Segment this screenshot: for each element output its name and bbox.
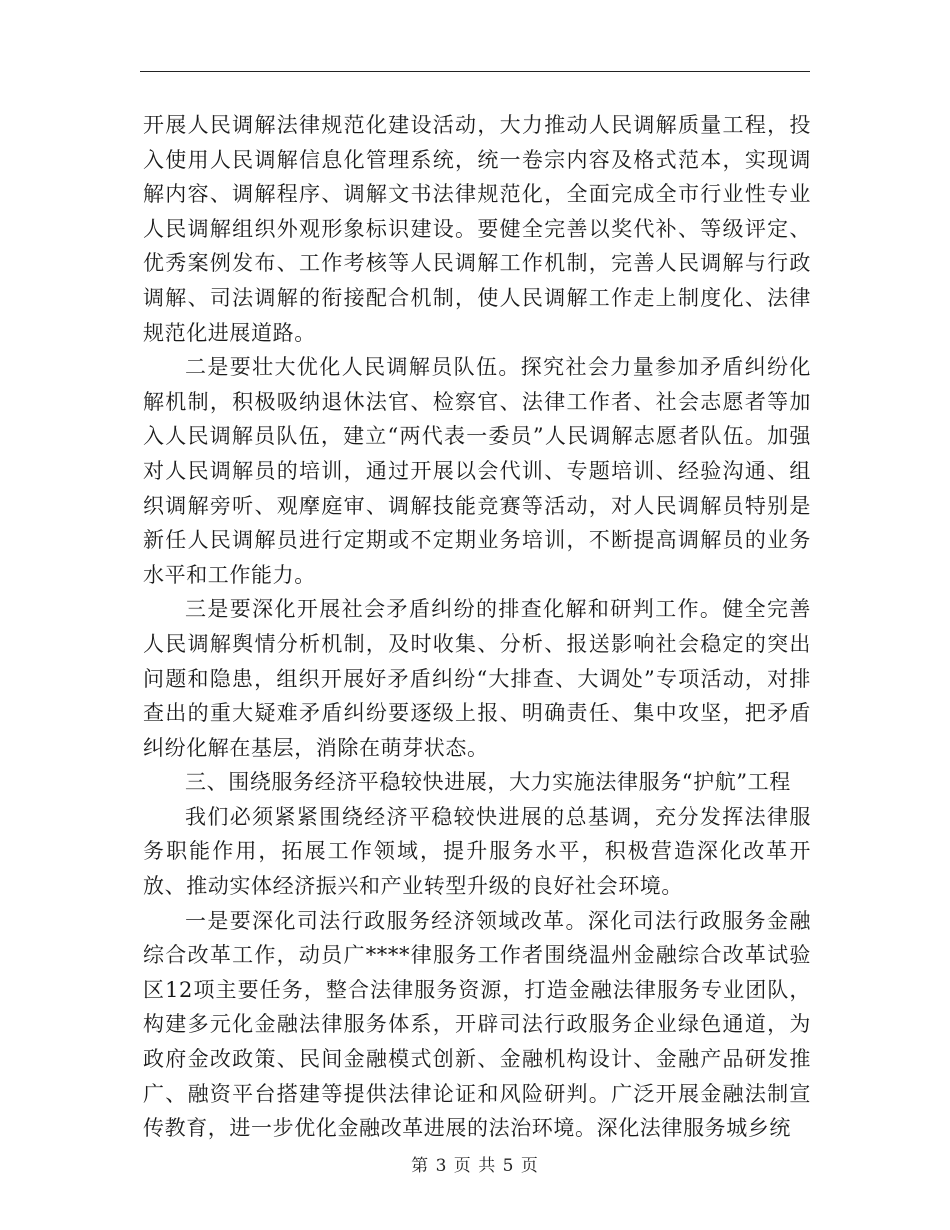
paragraph-reform: 一是要深化司法行政服务经济领域改革。深化司法行政服务金融综合改革工作，动员广****律服务工作者围绕温州金融综合改革试验区12项主要任务，整合法律服务资源，打造金融法律服务专业团队，构建多元化金融法律服务体系，开辟司法行政服务企业绿色通道，为政府金改政策、民间金融模式创新、金融机构设计、金融产品研发推广、融资平台搭建等提供法律论证和风险研判。广泛开展金融法制宣传教育，进一步优化金融改革进展的法治环境。深化法律服务城乡统 xyxy=(143,908,811,1141)
paragraph-economy-intro: 我们必须紧紧围绕经济平稳较快进展的总基调，充分发挥法律服务职能作用，拓展工作领域，提升服务水平，积极营造深化改革开放、推动实体经济振兴和产业转型升级的良好社会环境。 xyxy=(143,804,811,899)
paragraph-mediator-team: 二是要壮大优化人民调解员队伍。探究社会力量参加矛盾纠纷化解机制，积极吸纳退休法官、检察官、法律工作者、社会志愿者等加入人民调解员队伍，建立“两代表一委员”人民调解志愿者队伍。加强对人民调解员的培训，通过开展以会代训、专题培训、经验沟通、组织调解旁听、观摩庭审、调解技能竞赛等活动，对人民调解员特别是新任人民调解员进行定期或不定期业务培训，不断提高调解员的业务水平和工作能力。 xyxy=(143,355,811,587)
header-rule xyxy=(140,71,810,72)
section-heading-economy: 三、围绕服务经济平稳较快进展，大力实施法律服务“护航”工程 xyxy=(185,770,791,795)
body-text xyxy=(143,108,811,1146)
paragraph-dispute-screening: 三是要深化开展社会矛盾纠纷的排查化解和研判工作。健全完善人民调解舆情分析机制，及时收集、分析、报送影响社会稳定的突出问题和隐患，组织开展好矛盾纠纷“大排查、大调处”专项活动，对排查出的重大疑难矛盾纠纷要逐级上报、明确责任、集中攻坚，把矛盾纠纷化解在基层，消除在萌芽状态。 xyxy=(143,597,811,760)
page-number-footer: 第 3 页 共 5 页 xyxy=(411,1156,539,1176)
paragraph-continuation: 开展人民调解法律规范化建设活动，大力推动人民调解质量工程，投入使用人民调解信息化管理系统，统一卷宗内容及格式范本，实现调解内容、调解程序、调解文书法律规范化，全面完成全市行业性专业人民调解组织外观形象标识建设。要健全完善以奖代补、等级评定、优秀案例发布、工作考核等人民调解工作机制，完善人民调解与行政调解、司法调解的衔接配合机制，使人民调解工作走上制度化、法律规范化进展道路。 xyxy=(143,113,811,345)
